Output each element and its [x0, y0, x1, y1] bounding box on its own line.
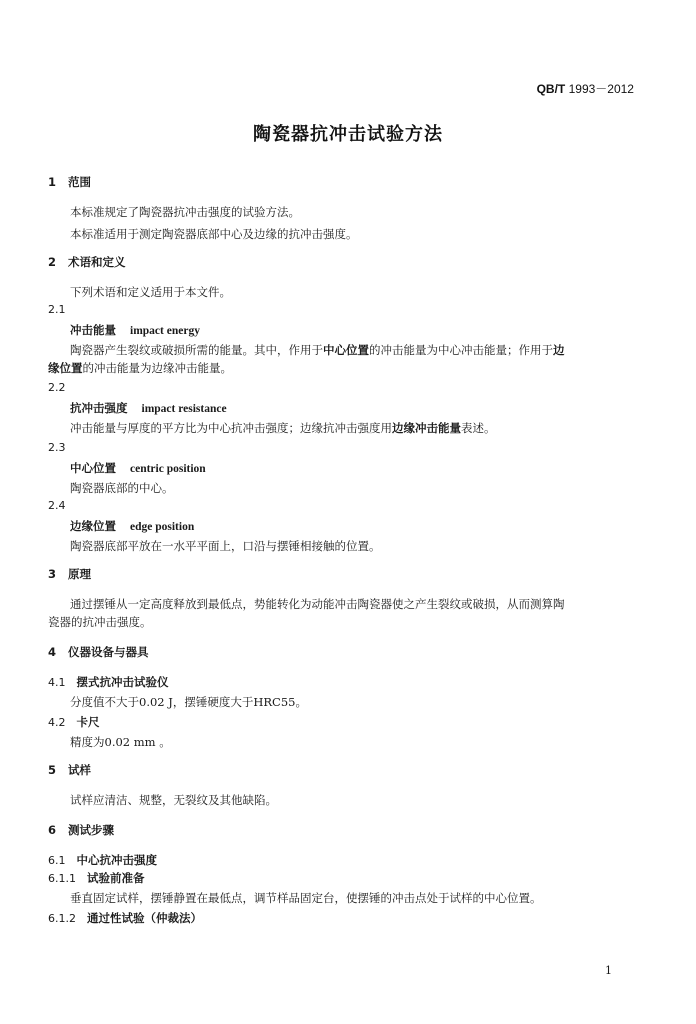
term-2-1-definition-cont: 缘位置的冲击能量为边缘冲击能量。	[48, 361, 232, 375]
term-2-4-number: 2.4	[48, 499, 66, 512]
section-3-para-1: 通过摆锤从一定高度释放到最低点，势能转化为动能冲击陶瓷器使之产生裂纹或破损，从而测算陶	[70, 597, 565, 611]
term-2-1-number: 2.1	[48, 303, 66, 316]
document-title: 陶瓷器抗冲击试验方法	[253, 124, 443, 145]
item-4-1-heading: 4.1 摆式抗冲击试验仪	[48, 675, 169, 689]
item-4-2-text: 精度为0.02 mm 。	[70, 735, 171, 749]
standard-code: QB/T 1993－2012	[536, 82, 634, 96]
item-4-2-heading: 4.2 卡尺	[48, 715, 100, 729]
section-6-heading: 6 测试步骤	[48, 823, 115, 837]
term-2-4-definition: 陶瓷器底部平放在一水平平面上，口沿与摆锤相接触的位置。	[70, 539, 381, 553]
term-2-3: 中心位置 centric position	[70, 461, 206, 475]
item-4-1-text: 分度值不大于0.02 J，摆锤硬度大于HRC55。	[70, 695, 307, 709]
section-4-heading: 4 仪器设备与器具	[48, 645, 149, 659]
section-3-para-2: 瓷器的抗冲击强度。	[48, 615, 152, 629]
section-5-para-1: 试样应清洁、规整，无裂纹及其他缺陷。	[70, 793, 277, 807]
section-2-heading: 2 术语和定义	[48, 255, 126, 269]
item-6-1-1-text: 垂直固定试样，摆锤静置在最低点，调节样品固定台，使摆锤的冲击点处于试样的中心位置。	[70, 891, 542, 905]
item-6-1-2-heading: 6.1.2 通过性试验（仲裁法）	[48, 911, 202, 925]
term-2-2-number: 2.2	[48, 381, 66, 394]
term-2-4: 边缘位置 edge position	[70, 519, 195, 533]
section-3-heading: 3 原理	[48, 567, 92, 581]
item-6-1-heading: 6.1 中心抗冲击强度	[48, 853, 157, 867]
term-2-3-number: 2.3	[48, 441, 66, 454]
section-1-para-1: 本标准规定了陶瓷器抗冲击强度的试验方法。	[70, 205, 300, 219]
page-number: 1	[605, 964, 612, 977]
term-2-1: 冲击能量 impact energy	[70, 323, 200, 337]
term-2-1-definition: 陶瓷器产生裂纹或破损所需的能量。其中，作用于中心位置的冲击能量为中心冲击能量；作用于边	[70, 343, 565, 357]
section-1-para-2: 本标准适用于测定陶瓷器底部中心及边缘的抗冲击强度。	[70, 227, 358, 241]
section-1-heading: 1 范围	[48, 175, 92, 189]
item-6-1-1-heading: 6.1.1 试验前准备	[48, 871, 145, 885]
section-2-intro: 下列术语和定义适用于本文件。	[70, 285, 231, 299]
term-2-2-definition: 冲击能量与厚度的平方比为中心抗冲击强度；边缘抗冲击强度用边缘冲击能量表述。	[70, 421, 496, 435]
section-5-heading: 5 试样	[48, 763, 92, 777]
term-2-2: 抗冲击强度 impact resistance	[70, 401, 227, 415]
term-2-3-definition: 陶瓷器底部的中心。	[70, 481, 174, 495]
